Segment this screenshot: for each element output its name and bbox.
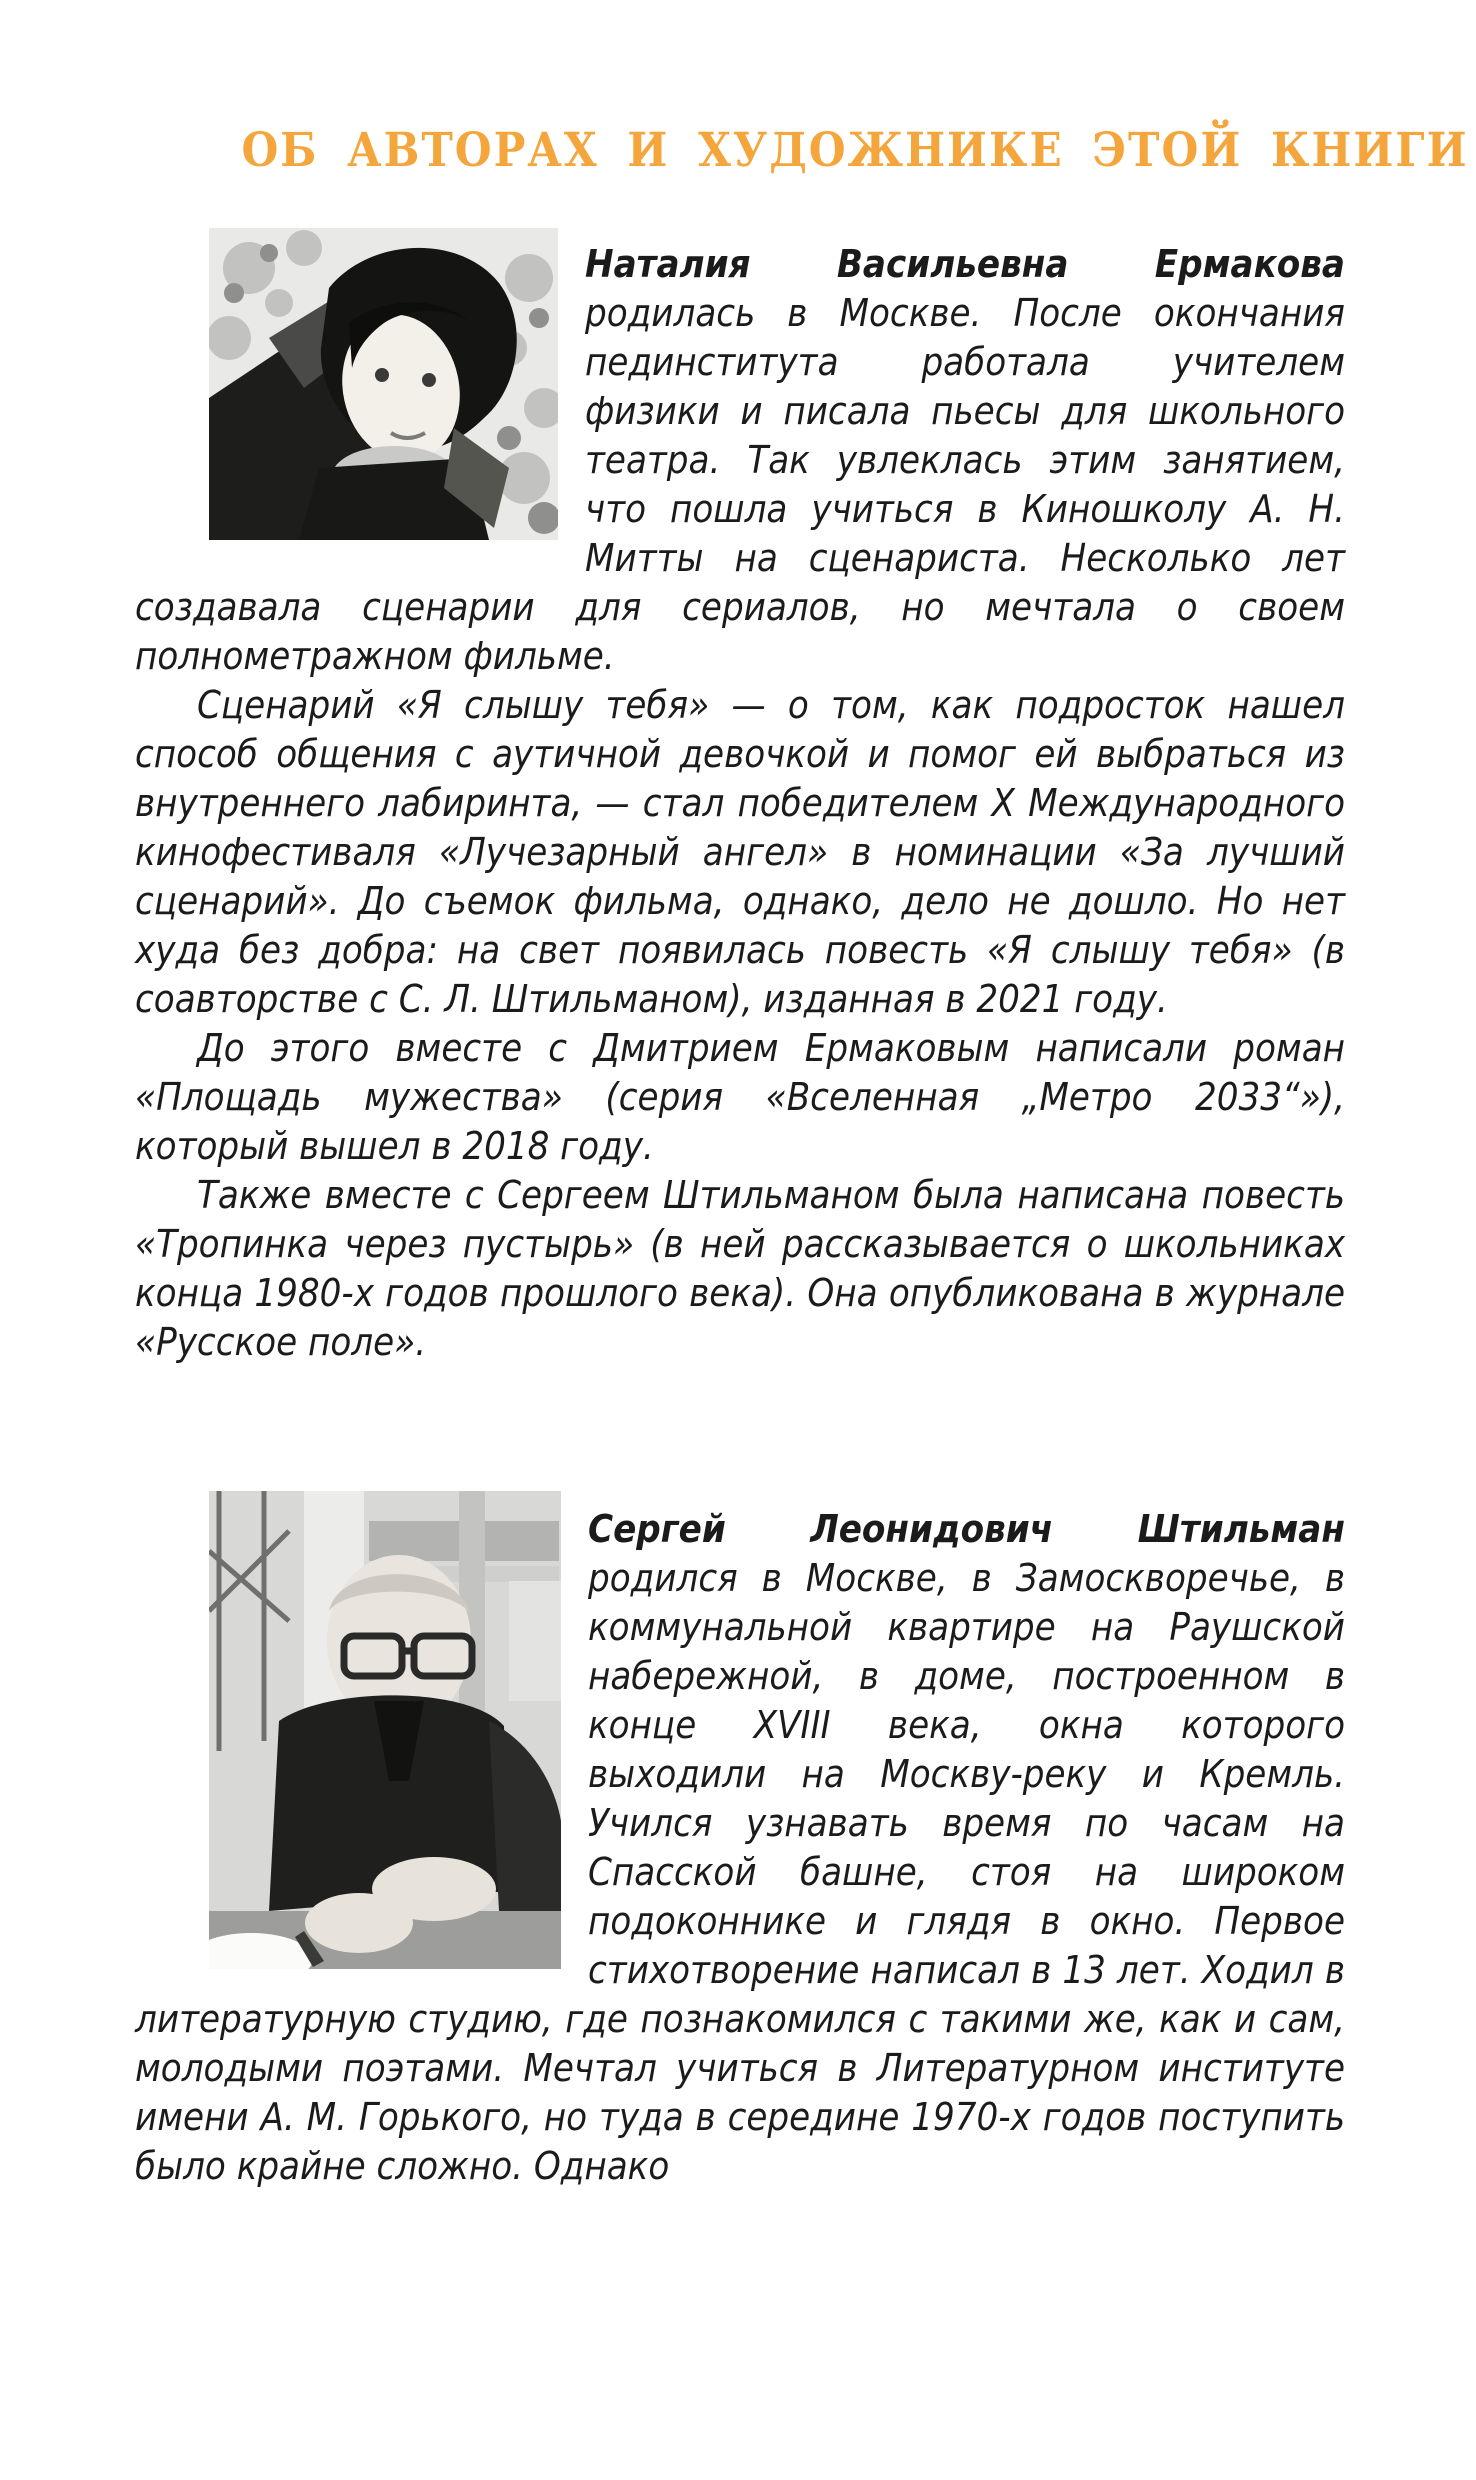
bio-paragraph: До этого вместе с Дмитрием Ермаковым написали роман «Площадь мужества» (серия «Вселенная „Метро 2033“»), который вышел в 2018 году. [135, 1026, 1345, 1168]
portrait-man-image [209, 1491, 561, 1969]
author-name-ermakova: Наталия Васильевна Ермакова [585, 242, 1345, 286]
photo-sergey-shtilman [209, 1491, 561, 1969]
bio-paragraph: родился в Москве, в Замоскворечье, в коммунальной квартире на Раушской набережной, в доме, построенном в конце XVIII века, окна которого выходили на Москву-реку и Кремль. Учился узнавать время по часам на Спасской башне, стоя на широком подоконнике и глядя в окно. Первое стихотворение написал в 13 лет. Ходил в литературную студию, где познакомился с такими же, как и сам, молодыми поэтами. Мечтал учиться в Литературном институте имени А. М. Горького, но туда в середине 1970-х годов поступить было крайне сложно. Однако [135, 1556, 1345, 2188]
author-bio-shtilman [135, 1505, 1345, 2191]
author-name-shtilman: Сергей Леонидович Штильман [588, 1507, 1345, 1551]
bio-paragraph: Также вместе с Сергеем Штильманом была написана повесть «Тропинка через пустырь» (в ней рассказывается о школьниках конца 1980-х годов прошлого века). Она опубликована в журнале «Русское поле». [135, 1173, 1345, 1364]
bio-paragraph: Сценарий «Я слышу тебя» — о том, как подросток нашел способ общения с аутичной девочкой и помог ей выбраться из внутреннего лабиринта, — стал победителем X Международного кинофестиваля «Лучезарный ангел» в номинации «За лучший сценарий». До съемок фильма, однако, дело не дошло. Но нет худа без добра: на свет появилась повесть «Я слышу тебя» (в соавторстве с С. Л. Штильманом), изданная в 2021 году. [135, 683, 1345, 1021]
page-title: ОБ АВТОРАХ И ХУДОЖНИКЕ ЭТОЙ КНИГИ [241, 123, 1469, 178]
portrait-woman-image [209, 228, 558, 540]
bio-paragraph: родилась в Москве. После окончания пединститута работала учителем физики и писала пьесы для школьного театра. Так увлеклась этим занятием, что пошла учиться в Киношколу А. Н. Митты на сценариста. Несколько лет создавала сценарии для сериалов, но мечтала о своем полнометражном фильме. [135, 291, 1345, 678]
author-bio-ermakova [135, 240, 1345, 1367]
photo-natalia-ermakova [209, 228, 558, 540]
page-content [135, 240, 1345, 2191]
